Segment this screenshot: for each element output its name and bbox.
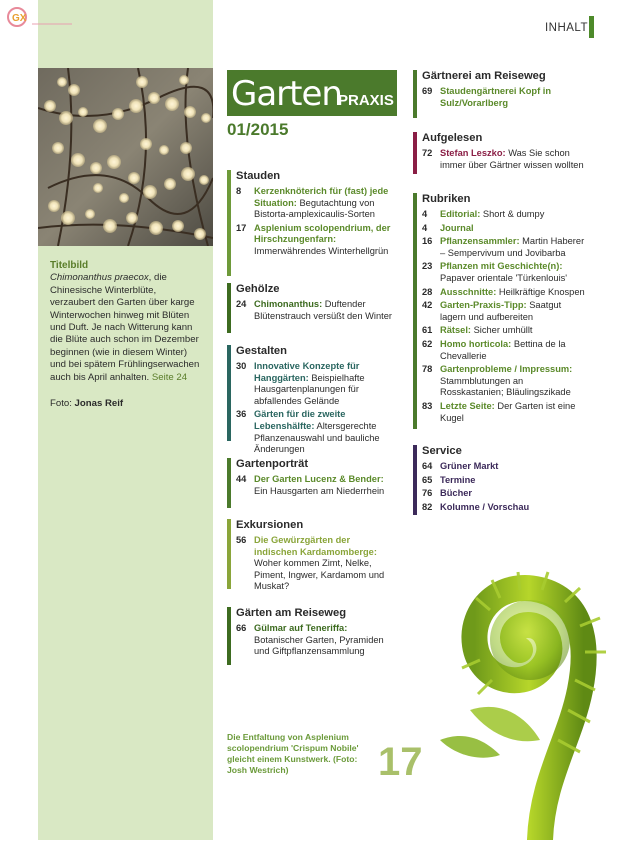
toc-section-bar — [413, 70, 417, 118]
toc-section-right-1 — [413, 132, 588, 174]
toc-entry-text — [440, 86, 588, 109]
toc-entry-description: Bettina de la Chevallerie — [440, 338, 566, 361]
toc-section-title: Stauden — [236, 170, 281, 182]
cover-photo-credit — [50, 398, 200, 410]
toc-entry-page: 24 — [236, 299, 247, 309]
toc-entry[interactable] — [422, 300, 588, 323]
toc-entry-text — [440, 223, 588, 235]
toc-entry[interactable] — [422, 287, 588, 299]
toc-entry-heading: Grüner Markt — [440, 461, 499, 471]
toc-entry-page: 17 — [236, 222, 247, 233]
toc-entry-text — [440, 209, 588, 221]
toc-entry-text — [440, 364, 588, 399]
toc-entry-description: Der Garten ist eine Kugel — [440, 400, 576, 423]
toc-entry-page: 8 — [236, 186, 242, 196]
toc-entry-text — [440, 339, 588, 362]
toc-entry-description: Woher kommen Zimt, Nelke, Piment, Ingwer, Kardamom und Muskat? — [254, 558, 385, 592]
toc-entry-page: 76 — [422, 488, 433, 499]
toc-section-left-5 — [227, 607, 395, 665]
toc-entry-text — [440, 300, 588, 323]
toc-entry-heading: Editorial: — [440, 209, 481, 219]
toc-section-right-2 — [413, 193, 588, 429]
toc-entry-heading: Asplenium scolopendrium, der Hirschzungenfarn: — [254, 222, 391, 245]
toc-section-left-0 — [227, 170, 395, 276]
toc-entry-heading: Journal — [440, 222, 474, 233]
toc-entry-heading: Garten-Praxis-Tipp: — [440, 300, 527, 311]
fern-caption: Die Entfaltung von Asplenium scolopendrium 'Crispum Nobile' gleicht einem Kunstwerk. (Foto: Josh Westrich) — [227, 732, 359, 775]
toc-entry[interactable] — [422, 148, 588, 171]
toc-entry-page: 82 — [422, 501, 433, 512]
toc-entry-text — [440, 261, 588, 284]
logo-text: GX — [12, 13, 27, 24]
toc-entry-description: Saatgut lagern und aufbereiten — [440, 300, 562, 322]
cover-caption-text — [50, 272, 200, 384]
toc-section-title: Gartenporträt — [236, 458, 309, 470]
masthead-praxis: PRAXIS — [338, 92, 394, 109]
issue-number: 01/2015 — [227, 120, 289, 139]
toc-entry-description: Altersgerechte Pflanzenauswahl und bauliche Änderungen — [254, 420, 380, 455]
toc-entry-description: Immerwährendes Winterhellgrün — [254, 245, 389, 256]
toc-entry-description: Short & dumpy — [480, 209, 545, 219]
toc-entry-page: 66 — [236, 623, 247, 633]
section-label: INHALT — [544, 22, 588, 34]
toc-entry[interactable] — [422, 339, 588, 362]
toc-entry-text — [254, 299, 395, 322]
toc-entry-page: 4 — [422, 222, 428, 233]
toc-entry-text — [254, 535, 395, 593]
toc-entry-text — [440, 461, 588, 473]
toc-entry-text — [440, 475, 588, 487]
toc-entry-heading: Gülmar auf Teneriffa: — [254, 623, 348, 633]
toc-entry-description: Was Sie schon immer über Gärtner wissen wollten — [440, 148, 584, 170]
toc-section-right-0 — [413, 70, 588, 118]
toc-entry-page: 16 — [422, 236, 433, 247]
toc-section-left-4 — [227, 519, 395, 592]
toc-entry[interactable] — [422, 461, 588, 473]
toc-entry[interactable] — [422, 261, 588, 284]
toc-section-title: Service — [422, 445, 462, 457]
toc-entry-description: Duftender Blütenstrauch versüßt den Winter — [254, 299, 392, 321]
toc-entry[interactable] — [236, 361, 395, 407]
toc-entry[interactable] — [422, 401, 588, 424]
toc-section-bar — [227, 458, 231, 508]
toc-entry-heading: Staudengärtnerei Kopf in Sulz/Vorarlberg — [440, 86, 552, 108]
toc-entry-text — [254, 409, 395, 455]
toc-section-left-2 — [227, 345, 395, 455]
toc-section-title: Rubriken — [422, 193, 471, 205]
toc-entry[interactable] — [422, 223, 588, 235]
toc-entry-page: 62 — [422, 338, 433, 349]
toc-entry[interactable] — [422, 236, 588, 259]
toc-section-title: Gehölze — [236, 283, 280, 295]
toc-entry-description: Heilkräftige Knospen — [496, 286, 585, 297]
toc-entry-heading: Gartenprobleme / Impressum: — [440, 364, 573, 375]
toc-entry-heading: Die Gewürzgärten der indischen Kardamomberge: — [254, 535, 377, 557]
toc-entry-heading: Stefan Leszko: — [440, 148, 506, 158]
toc-section-bar — [227, 345, 231, 441]
toc-entry-heading: Termine — [440, 474, 476, 485]
toc-entry-heading: Bücher — [440, 488, 473, 499]
toc-entry-heading: Pflanzensammler: — [440, 236, 520, 247]
credit-label: Foto: — [50, 398, 72, 410]
toc-entry-text — [440, 325, 588, 337]
toc-section-left-1 — [227, 283, 395, 333]
toc-entry-description: Stammblutungen an Rosskastanien; Bläulingszikade — [440, 375, 571, 398]
toc-section-bar — [227, 170, 231, 276]
toc-section-bar — [227, 519, 231, 589]
toc-entry-page: 4 — [422, 209, 428, 219]
toc-entry[interactable] — [236, 623, 395, 658]
cover-caption-title: Titelbild — [50, 260, 89, 271]
toc-section-bar — [413, 132, 417, 174]
toc-entry-description: Begutachtung von Bistorta-amplexicaulis-Sorten — [254, 197, 375, 220]
toc-entry[interactable] — [422, 502, 588, 514]
toc-entry-description: Ein Hausgarten am Niederrhein — [254, 485, 385, 496]
toc-entry-page: 78 — [422, 364, 433, 375]
toc-entry-page: 69 — [422, 86, 433, 96]
masthead-garten: Garten — [231, 74, 342, 114]
toc-section-bar — [227, 607, 231, 665]
toc-entry[interactable] — [236, 186, 395, 221]
publisher-logo — [6, 6, 76, 28]
toc-entry-page: 72 — [422, 148, 433, 158]
toc-entry-heading: Homo horticola: — [440, 338, 512, 349]
toc-entry-heading: Rätsel: — [440, 325, 472, 336]
toc-entry[interactable] — [422, 86, 588, 109]
toc-entry-page: 83 — [422, 400, 433, 411]
toc-entry-text — [254, 361, 395, 407]
toc-section-title: Gärten am Reiseweg — [236, 607, 347, 619]
toc-entry[interactable] — [236, 474, 395, 497]
toc-entry-page: 30 — [236, 361, 247, 371]
toc-entry-page: 36 — [236, 409, 247, 420]
toc-entry-text — [440, 287, 588, 299]
toc-section-left-3 — [227, 458, 395, 508]
toc-section-bar — [413, 193, 417, 429]
toc-entry[interactable] — [236, 299, 395, 322]
toc-entry[interactable] — [422, 488, 588, 500]
toc-section-right-3 — [413, 445, 588, 515]
toc-entry-text — [440, 236, 588, 259]
toc-entry-heading: Letzte Seite: — [440, 400, 495, 411]
toc-entry-heading: Innovative Konzepte für Hanggärten: — [254, 361, 360, 383]
toc-entry-description: Papaver orientale 'Türkenlouis' — [440, 272, 568, 283]
toc-entry-text — [440, 502, 588, 514]
toc-entry[interactable] — [236, 409, 395, 455]
toc-entry-text — [440, 488, 588, 500]
toc-entry-description: Sicher umhüllt — [471, 325, 533, 336]
toc-section-bar — [227, 283, 231, 333]
toc-entry[interactable] — [422, 475, 588, 487]
toc-entry-page: 44 — [236, 474, 247, 484]
toc-entry-page: 56 — [236, 535, 247, 545]
toc-entry-heading: Chimonanthus: — [254, 299, 323, 309]
toc-entry-description: Botanischer Garten, Pyramiden und Giftpflanzensammlung — [254, 634, 384, 657]
toc-entry[interactable] — [422, 325, 588, 337]
toc-entry-page: 23 — [422, 261, 433, 272]
toc-entry-heading: Kolumne / Vorschau — [440, 501, 530, 512]
toc-section-title: Gärtnerei am Reiseweg — [422, 70, 546, 82]
toc-section-bar — [413, 445, 417, 515]
toc-entry-page: 28 — [422, 286, 433, 297]
cover-caption — [50, 260, 200, 410]
toc-entry-text — [254, 186, 395, 221]
toc-entry-description: Martin Haberer – Sempervivum und Jovibarba — [440, 236, 585, 258]
toc-section-title: Gestalten — [236, 345, 287, 357]
toc-entry-description: Beispielhafte Hausgartenplanungen für abfallendes Gelände — [254, 372, 365, 406]
toc-entry-page: 42 — [422, 300, 433, 311]
section-label-bar — [589, 16, 594, 38]
toc-section-title: Exkursionen — [236, 519, 304, 531]
cover-species: Chimonanthus praecox — [50, 272, 149, 284]
toc-entry-heading: Pflanzen mit Geschichte(n): — [440, 261, 563, 272]
toc-entry[interactable] — [422, 364, 588, 399]
fern-fiddlehead-image — [430, 540, 630, 840]
toc-entry-text — [254, 223, 395, 258]
toc-section-title: Aufgelesen — [422, 132, 483, 144]
toc-entry-heading: Gärten für die zweite Lebenshälfte: — [254, 409, 346, 431]
toc-entry-text — [254, 623, 395, 658]
toc-entry[interactable] — [422, 209, 588, 221]
toc-entry-text — [440, 148, 588, 171]
toc-entry-heading: Der Garten Lucenz & Bender: — [254, 474, 384, 484]
toc-entry-heading: Ausschnitte: — [440, 286, 497, 297]
masthead — [227, 70, 397, 116]
fern-page-number: 17 — [378, 740, 423, 784]
toc-entry-page: 65 — [422, 474, 433, 485]
toc-entry-page: 61 — [422, 325, 433, 336]
toc-entry-text — [254, 474, 395, 497]
cover-description: , die Chinesische Winterblüte, verzaubert den Garten über karge Winterwochen hinweg mit Blüten und Duft. Je nach Witterung kann die Blüte auch schon im Dezember beginnen (wie in diesem Winter) und bei spätem Frühlingserwachen auch bis April anhalten. — [50, 272, 200, 383]
toc-entry-heading: Kerzenknöterich für (fast) jede Situation: — [254, 186, 389, 208]
toc-entry-page: 64 — [422, 461, 433, 471]
toc-entry-text — [440, 401, 588, 424]
toc-entry[interactable] — [236, 223, 395, 258]
cover-photo-chimonanthus — [38, 68, 213, 246]
toc-entry[interactable] — [236, 535, 395, 593]
cover-page-ref: Seite 24 — [151, 371, 188, 383]
credit-name: Jonas Reif — [74, 398, 124, 410]
